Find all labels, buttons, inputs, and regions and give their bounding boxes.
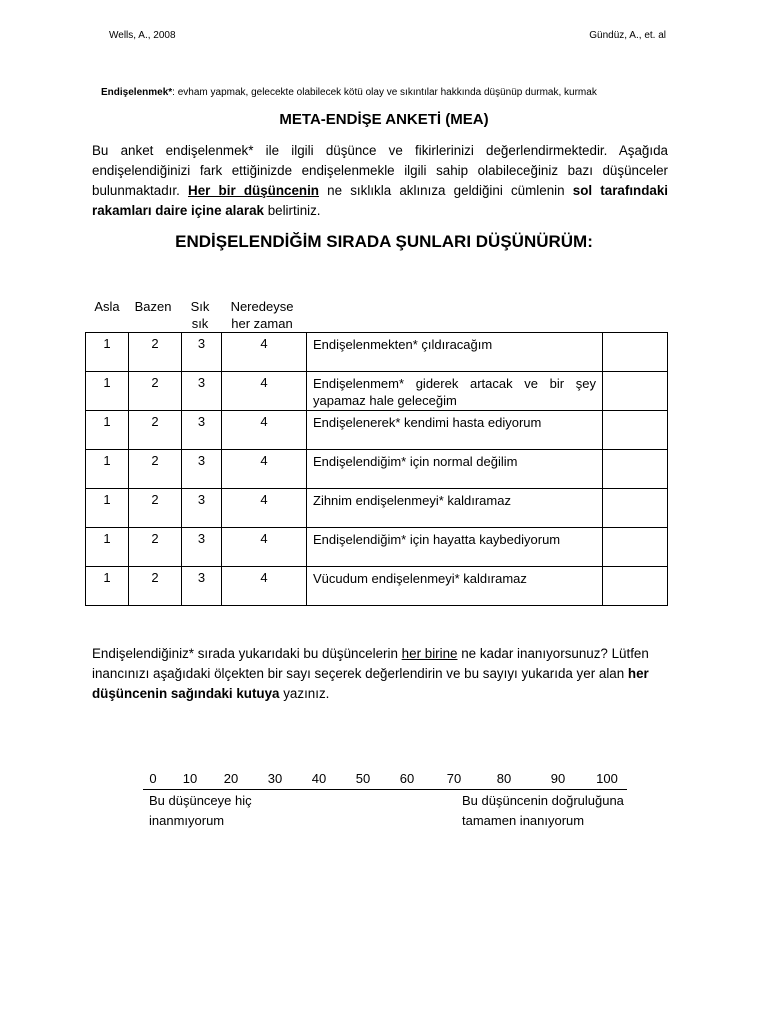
scale-tick-label: 60 xyxy=(399,771,415,786)
statement-text: Endişelendiğim* için hayatta kaybediyorum xyxy=(307,528,603,567)
intro-text-2: ne sıklıkla aklınıza geldiğini cümlenin xyxy=(318,183,573,198)
scale-tick-label: 20 xyxy=(223,771,239,786)
rating-option[interactable]: 1 xyxy=(86,333,129,372)
rating-option[interactable]: 2 xyxy=(129,528,182,567)
scale-anchor-low-line1: Bu düşünceye hiç xyxy=(149,793,252,808)
scale-anchor-low-line2: inanmıyorum xyxy=(149,813,225,828)
column-header-never: Asla xyxy=(94,299,120,314)
rating-option[interactable]: 3 xyxy=(182,567,222,606)
scale-tick-label: 70 xyxy=(446,771,462,786)
belief-rating-box[interactable] xyxy=(603,489,668,528)
table-row xyxy=(86,333,668,372)
scale-anchor-high xyxy=(462,791,624,831)
header-author: Wells, A., 2008 xyxy=(109,30,176,41)
table-row xyxy=(86,411,668,450)
scale-tick-label: 90 xyxy=(550,771,566,786)
column-header-often-line1: Sık xyxy=(190,299,210,314)
intro-emphasis-2: sol tarafındaki rakamları daire içine alarak xyxy=(92,183,669,218)
rating-option[interactable]: 4 xyxy=(222,489,307,528)
rating-option[interactable]: 2 xyxy=(129,567,182,606)
statement-text: Zihnim endişelenmeyi* kaldıramaz xyxy=(307,489,603,528)
scale-tick-label: 100 xyxy=(596,771,618,786)
rating-option[interactable]: 3 xyxy=(182,528,222,567)
table-row xyxy=(86,567,668,606)
statement-text: Vücudum endişelenmeyi* kaldıramaz xyxy=(307,567,603,606)
belief-emphasis: her düşüncenin sağındaki kutuya xyxy=(92,666,649,701)
rating-option[interactable]: 4 xyxy=(222,450,307,489)
belief-rating-box[interactable] xyxy=(603,528,668,567)
rating-option[interactable]: 4 xyxy=(222,411,307,450)
table-row xyxy=(86,450,668,489)
definition-text: : evham yapmak, gelecekte olabilecek kötü olay ve sıkıntılar hakkında düşünüp durmak, kurmak xyxy=(172,87,597,98)
rating-option[interactable]: 2 xyxy=(129,450,182,489)
scale-tick-label: 10 xyxy=(182,771,198,786)
scale-anchor-high-line2: tamamen inanıyorum xyxy=(462,813,585,828)
belief-rating-box[interactable] xyxy=(603,333,668,372)
rating-option[interactable]: 3 xyxy=(182,372,222,411)
belief-text-1: Endişelendiğiniz* sırada yukarıdaki bu düşüncelerin xyxy=(92,646,402,661)
rating-option[interactable]: 1 xyxy=(86,372,129,411)
belief-underlined: her birine xyxy=(401,646,458,661)
rating-option[interactable]: 4 xyxy=(222,567,307,606)
belief-rating-box[interactable] xyxy=(603,411,668,450)
rating-option[interactable]: 1 xyxy=(86,411,129,450)
belief-rating-scale xyxy=(143,771,627,790)
rating-option[interactable]: 3 xyxy=(182,333,222,372)
column-header-almost-always-line2: her zaman xyxy=(231,316,293,331)
rating-option[interactable]: 4 xyxy=(222,528,307,567)
rating-option[interactable]: 1 xyxy=(86,528,129,567)
statement-text: Endişelenmem* giderek artacak ve bir şey yapamaz hale geleceğim xyxy=(307,372,603,411)
rating-option[interactable]: 3 xyxy=(182,450,222,489)
table-row xyxy=(86,528,668,567)
table-row xyxy=(86,489,668,528)
belief-text-2: ne kadar inanıyorsunuz? Lütfen inancınızı aşağıdaki ölçekten bir sayı seçerek değerlendirin ve bu sayıyı yukarıda yer alan xyxy=(92,646,649,681)
intro-emphasis-1: Her bir düşüncenin xyxy=(188,183,319,198)
rating-option[interactable]: 2 xyxy=(129,489,182,528)
scale-tick-label: 40 xyxy=(311,771,327,786)
intro-text-3: belirtiniz. xyxy=(263,203,321,218)
rating-option[interactable]: 1 xyxy=(86,567,129,606)
rating-option[interactable]: 1 xyxy=(86,489,129,528)
questionnaire-table xyxy=(85,332,668,606)
rating-option[interactable]: 4 xyxy=(222,372,307,411)
definition-line xyxy=(101,87,597,98)
column-header-sometimes: Bazen xyxy=(134,299,172,314)
statement-text: Endişelenmekten* çıldıracağım xyxy=(307,333,603,372)
header-translator: Gündüz, A., et. al xyxy=(589,30,666,41)
intro-text-1: Bu anket endişelenmek* ile ilgili düşünce ve fikirlerinizi değerlendirmektedir. Aşağıda endişelendiğinizi fark ettiğinizde endişelenmekle ilgili sahip olabileceğiniz bazı düşünceler bulunmaktadır. xyxy=(92,143,668,198)
scale-tick-label: 30 xyxy=(267,771,283,786)
scale-tick-label: 50 xyxy=(355,771,371,786)
belief-rating-box[interactable] xyxy=(603,372,668,411)
rating-option[interactable]: 3 xyxy=(182,489,222,528)
rating-option[interactable]: 3 xyxy=(182,411,222,450)
belief-rating-box[interactable] xyxy=(603,567,668,606)
scale-anchor-low xyxy=(149,791,252,831)
table-row xyxy=(86,372,668,411)
statement-text: Endişelendiğim* için normal değilim xyxy=(307,450,603,489)
column-header-almost-always-line1: Neredeyse xyxy=(230,299,294,314)
page-title: META-ENDİŞE ANKETİ (MEA) xyxy=(279,111,489,128)
belief-instructions xyxy=(92,644,672,704)
rating-option[interactable]: 2 xyxy=(129,372,182,411)
column-header-almost-always xyxy=(222,298,302,332)
belief-rating-box[interactable] xyxy=(603,450,668,489)
rating-option[interactable]: 4 xyxy=(222,333,307,372)
scale-tick-label: 80 xyxy=(496,771,512,786)
column-header-often xyxy=(184,298,216,332)
column-header-often-line2: sık xyxy=(191,316,209,331)
scale-anchor-high-line1: Bu düşüncenin doğruluğuna xyxy=(462,793,624,808)
intro-paragraph xyxy=(92,141,668,221)
rating-option[interactable]: 2 xyxy=(129,333,182,372)
statement-text: Endişelenerek* kendimi hasta ediyorum xyxy=(307,411,603,450)
belief-text-3: yazınız. xyxy=(279,686,330,701)
section-subtitle: ENDİŞELENDİĞİM SIRADA ŞUNLARI DÜŞÜNÜRÜM: xyxy=(175,232,593,251)
scale-tick-label: 0 xyxy=(149,771,157,786)
rating-option[interactable]: 1 xyxy=(86,450,129,489)
definition-term: Endişelenmek* xyxy=(101,87,173,98)
rating-option[interactable]: 2 xyxy=(129,411,182,450)
